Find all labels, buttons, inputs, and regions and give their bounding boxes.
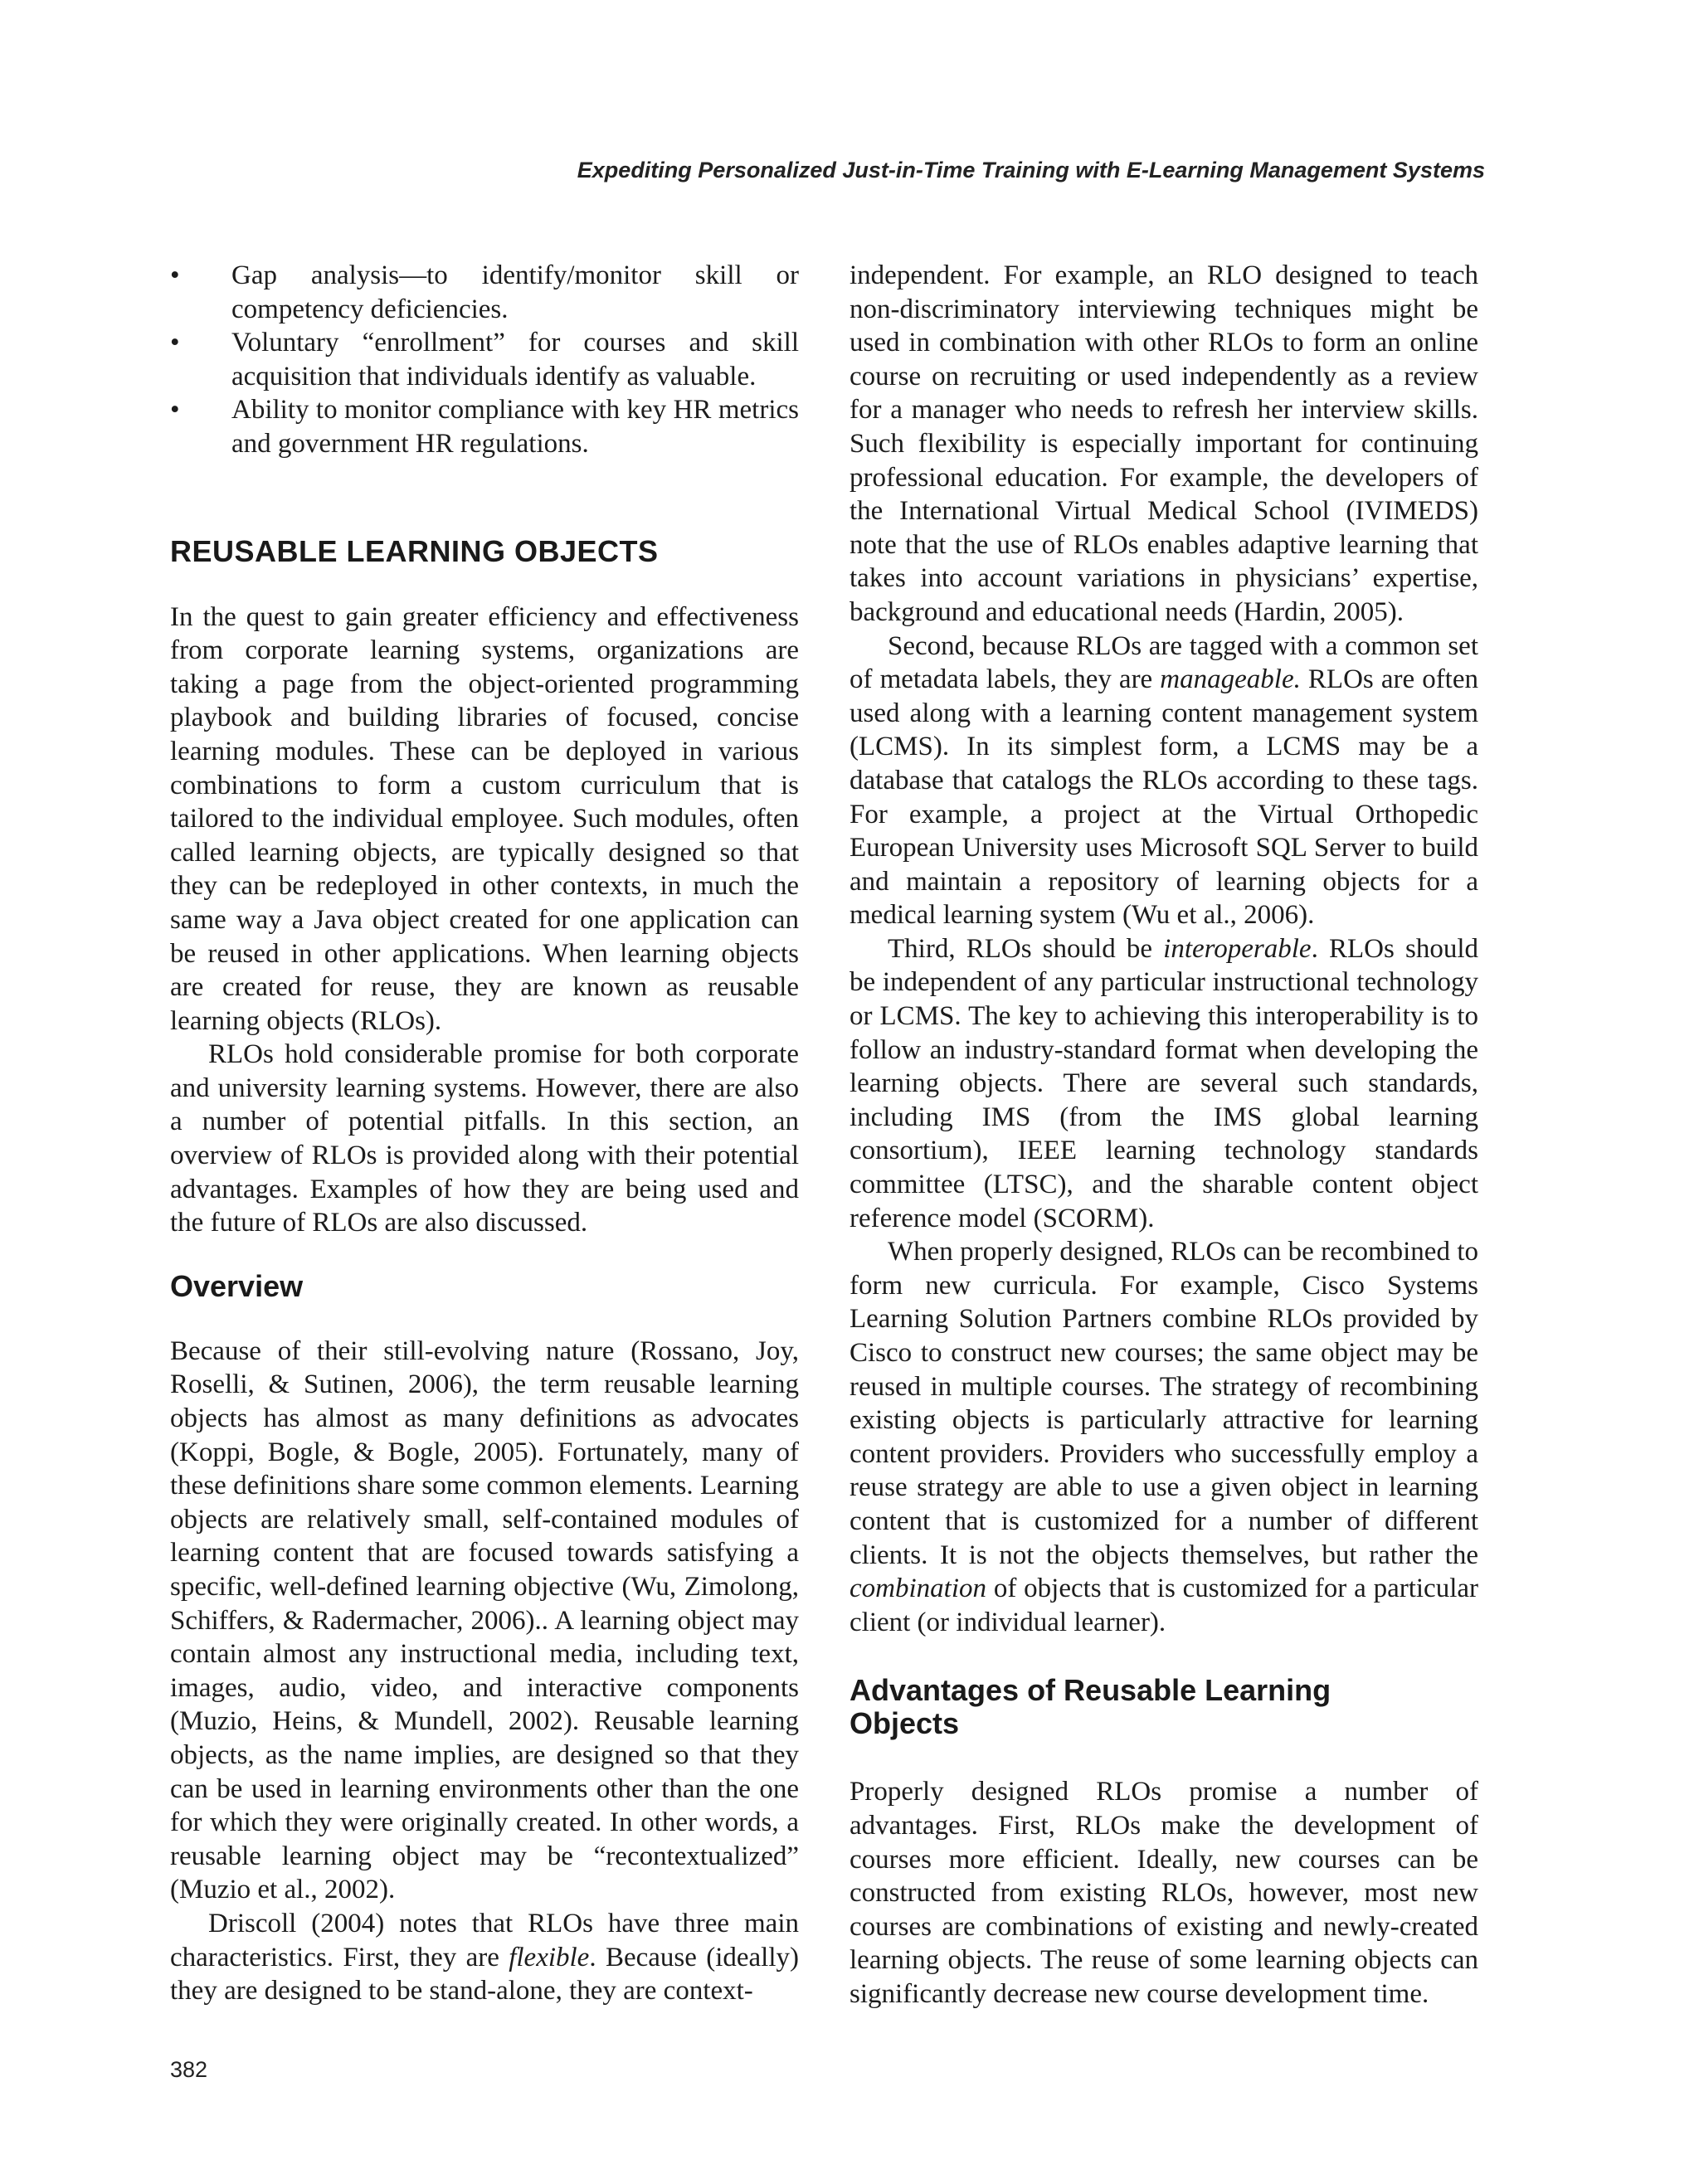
emphasis: manageable. [1160,664,1301,695]
paragraph [850,630,1478,932]
emphasis: interoperable [1163,933,1312,964]
text-run: When properly designed, RLOs can be recombined to form new curricula. For example, Cisco Systems Learning Solution Partners combine RLOs provided by Cisco to construct new courses; the same object may be reused in multiple courses. The strategy of recombining existing objects is particularly attractive for learning content providers. Providers who successfully employ a reuse strategy are able to use a given object in learning content that is customized for a number of different clients. It is not the objects themselves, but rather the [850,1237,1478,1570]
paragraph [170,1907,799,2008]
page-number: 382 [170,2057,208,2082]
running-header: Expediting Personalized Just-in-Time Training with E-Learning Management Systems [577,158,1485,182]
subsection-heading: Advantages of Reusable Learning Objects [850,1673,1331,1741]
right-column [850,259,1478,2011]
paragraph: RLOs hold considerable promise for both corporate and university learning systems. However, there are also a number of potential pitfalls. In this section, an overview of RLOs is provided along with their potential advantages. Examples of how they are being used and the future of RLOs are also discussed. [170,1039,799,1238]
text-run: . RLOs should be independent of any particular instructional technology or LCMS. The key to achieving this interoperability is to follow an industry-standard format when developing the learning objects. There are several such standards, including IMS (from the IMS global learning consortium), IEEE learning technology standards committee (LTSC), and the sharable content object reference model (SCORM). [850,933,1478,1233]
paragraph: Because of their still-evolving nature (Rossano, Joy, Roselli, & Sutinen, 2006), the term reusable learning objects has almost as many definitions as advocates (Koppi, Bogle, & Bogle, 2005). Fortunately, many of these definitions share some common elements. Learning objects are relatively small, self-contained modules of learning content that are focused towards satisfying a specific, well-defined learning objective (Wu, Zimolong, Schiffers, & Radermacher, 2006).. A learning object may contain almost any instructional media, including text, images, audio, video, and interactive components (Muzio, Heins, & Mundell, 2002). Reusable learning objects, as the name implies, are designed so that they can be used in learning environments other than the one for which they were originally created. In other words, a reusable learning object may be “recontextualized” (Muzio et al., 2002). [170,1335,799,1905]
list-item [170,393,799,460]
bullet-text: Voluntary “enrollment” for courses and skill acquisition that individuals identify as valuable. [231,328,799,392]
emphasis: flexible [509,1942,590,1972]
paragraph: Properly designed RLOs promise a number of advantages. First, RLOs make the development of courses more efficient. Ideally, new courses can be constructed from existing RLOs, however, most new courses are combinations of existing and newly-created learning objects. The reuse of some learning objects can significantly decrease new course development time. [850,1777,1478,2009]
section-heading: REUSABLE LEARNING OBJECTS [170,533,659,568]
list-item [170,259,799,326]
bullet-list [170,259,799,461]
bullet-icon: • [170,260,180,290]
subsection-heading: Overview [170,1268,304,1303]
text-run: of objects that is customized for a particular client (or individual learner). [850,1574,1478,1637]
bullet-icon: • [170,395,180,426]
bullet-icon: • [170,328,180,358]
paragraph [850,1235,1478,1639]
text-run: Driscoll (2004) notes that RLOs have three main characteristics. First, they are [170,1908,799,1972]
paragraph: independent. For example, an RLO designed to teach non-discriminatory interviewing techniques might be used in combination with other RLOs to form an online course on recruiting or used independently as a review for a manager who needs to refresh her interview skills. Such flexibility is especially important for continuing professional education. For example, the developers of the International Virtual Medical School (IVIMEDS) note that the use of RLOs enables adaptive learning that takes into account variations in physicians’ expertise, background and educational needs (Hardin, 2005). [850,260,1478,627]
text-run: . Because (ideally) they are designed to be stand-alone, they are context- [170,1942,799,2006]
paragraph [850,932,1478,1235]
emphasis: combination [850,1574,986,1604]
left-column [170,259,799,2008]
text-run: Second, because RLOs are tagged with a common set of metadata labels, they are [850,630,1478,695]
text-run: Third, RLOs should be [888,933,1164,964]
list-item [170,326,799,393]
bullet-text: Ability to monitor compliance with key HR metrics and government HR regulations. [231,395,799,459]
bullet-text: Gap analysis—to identify/monitor skill or competency deficiencies. [231,260,799,324]
paragraph: In the quest to gain greater efficiency and effectiveness from corporate learning systems, organizations are taking a page from the object-oriented programming playbook and building libraries of focused, concise learning modules. These can be deployed in various combinations to form a custom curriculum that is tailored to the individual employee. Such modules, often called learning objects, are typically designed so that they can be redeployed in other contexts, in much the same way a Java object created for one application can be reused in other applications. When learning objects are created for reuse, they are known as reusable learning objects (RLOs). [170,601,799,1036]
text-run: RLOs are often used along with a learning content management system (LCMS). In its simplest form, a LCMS may be a database that catalogs the RLOs according to these tags. For example, a project at the Virtual Orthopedic European University uses Microsoft SQL Server to build and maintain a repository of learning objects for a medical learning system (Wu et al., 2006). [850,664,1479,931]
